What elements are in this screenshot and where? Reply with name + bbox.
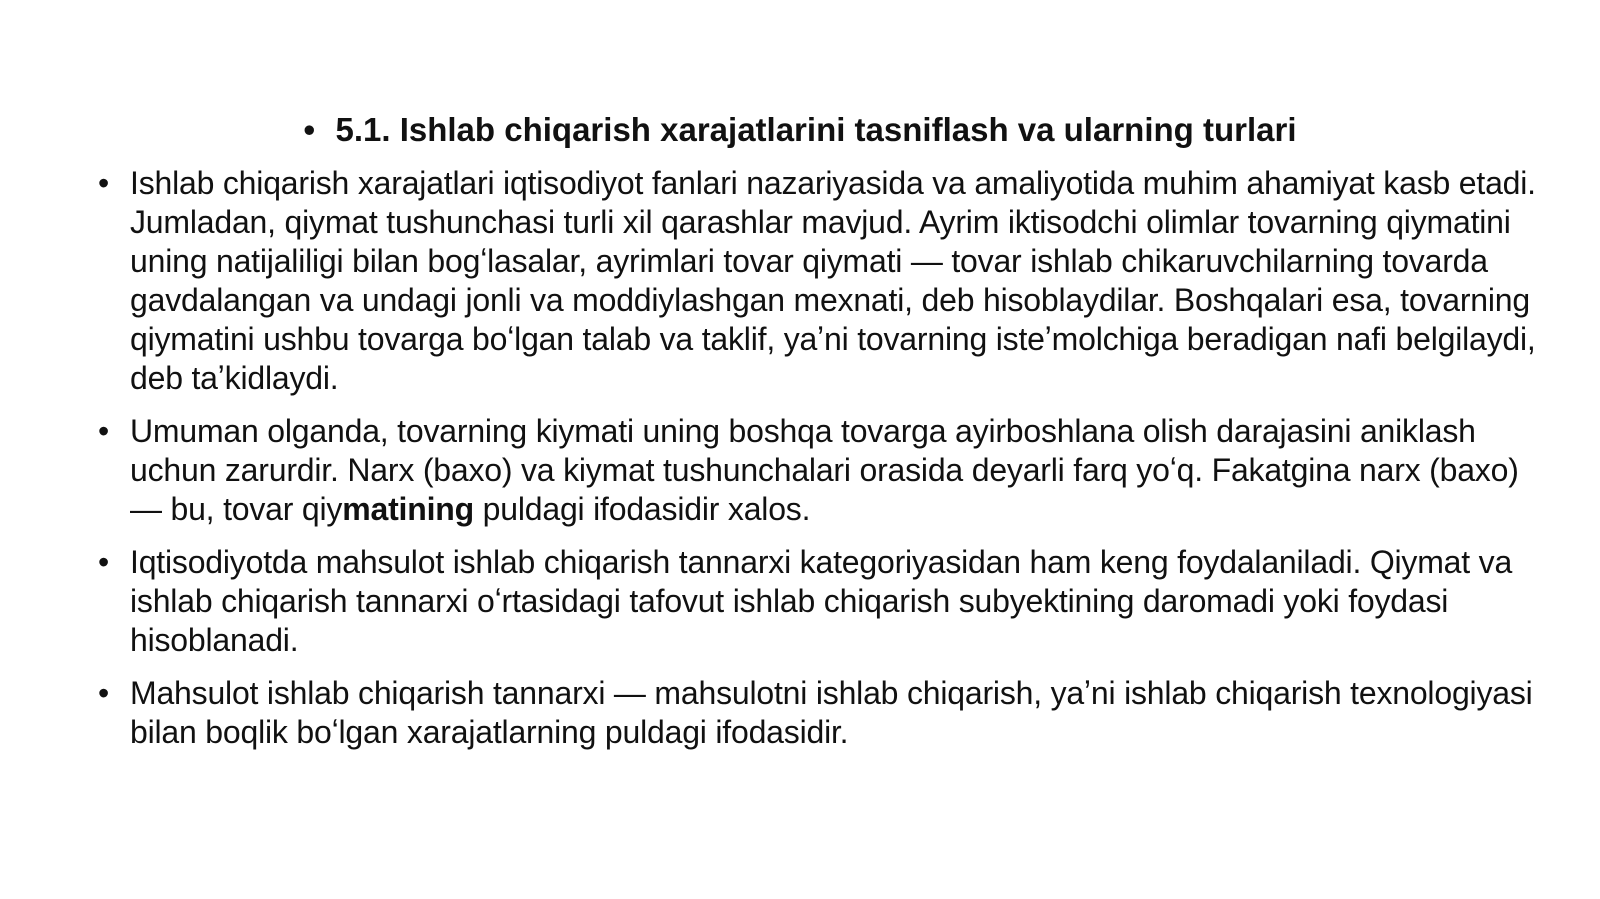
paragraph-text: Iqtisodiyotda mahsulot ishlab chiqarish tannarxi kategoriyasidan ham keng foydalaniladi. Qiymat va ishlab chiqarish tannarxi oʻrtasidagi tafovut ishlab chiqarish subyektining daromadi yoki foydasi hisoblanadi. (130, 544, 1513, 658)
paragraph-text: Umuman olganda, tovarning kiymati uning boshqa tovarga ayirboshlana olish darajasini aniklash uchun zarurdir. Narx (baxo) va kiymat tushunchalari orasida deyarli farq yoʻq. Fakatgina narx (baxo) — bu, tovar qiy (130, 413, 1519, 527)
slide-title-text: 5.1. Ishlab chiqarish xarajatlarini tasniflash va ularning turlari (335, 111, 1297, 148)
bullet-icon: • (98, 675, 110, 711)
list-item (98, 543, 1538, 660)
bullet-icon: • (303, 111, 316, 148)
paragraph-text: Mahsulot ishlab chiqarish tannarxi — mahsulotni ishlab chiqarish, yaʼni ishlab chiqarish texnologiyasi bilan boqlik boʻlgan xarajatlarning puldagi ifodasidir. (130, 675, 1533, 750)
list-item (98, 674, 1538, 752)
title-row (0, 110, 1600, 150)
bullet-list (98, 164, 1538, 766)
bullet-icon: • (98, 544, 110, 580)
bullet-icon: • (98, 413, 110, 449)
bullet-icon: • (98, 165, 110, 201)
list-item (98, 412, 1538, 529)
paragraph-text-end: puldagi ifodasidir xalos. (473, 491, 811, 527)
paragraph-bold-text: matining (342, 491, 474, 527)
slide-title (304, 110, 1297, 150)
list-item (98, 164, 1538, 398)
paragraph-text: Ishlab chiqarish xarajatlari iqtisodiyot fanlari nazariyasida va amaliyotida muhim ahamiyat kasb etadi. Jumladan, qiymat tushunchasi turli xil qarashlar mavjud. Ayrim iktisodchi olimlar tovarning qiymatini uning natijaliligi bilan bogʻlasalar, ayrimlari tovar qiymati — tovar ishlab chikaruvchilarning tovarda gavdalangan va undagi jonli va moddiylashgan mexnati, deb hisoblaydilar. Boshqalari esa, tovarning qiymatini ushbu tovarga boʻlgan talab va taklif, yaʼni tovarning isteʼmolchiga beradigan nafi belgilaydi, deb taʼkidlaydi. (130, 165, 1536, 396)
